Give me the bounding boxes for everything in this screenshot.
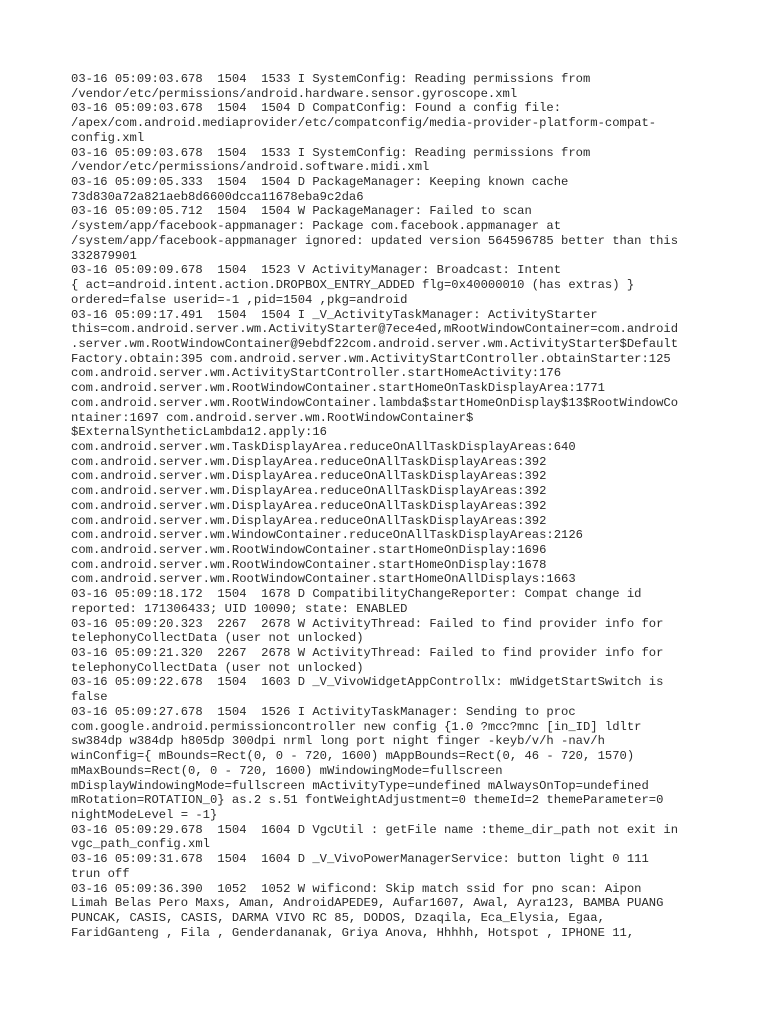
log-line: telephonyCollectData (user not unlocked) <box>71 631 364 646</box>
log-line: com.android.server.wm.RootWindowContainer.startHomeOnDisplay:1696 <box>71 543 547 557</box>
log-line: 03-16 05:09:03.678 1504 1533 I SystemConfig: Reading permissions from <box>71 72 591 86</box>
log-line: 332879901 <box>71 248 137 263</box>
log-line: { act=android.intent.action.DROPBOX_ENTRY_ADDED flg=0x40000010 (has extras) } <box>71 278 635 293</box>
log-line: com.android.server.wm.DisplayArea.reduceOnAllTaskDisplayAreas:392 <box>71 454 547 469</box>
log-line: 03-16 05:09:03.678 1504 1504 D CompatConfig: Found a config file: <box>71 101 562 116</box>
log-line: /system/app/facebook-appmanager: Package com.facebook.appmanager at <box>71 219 562 234</box>
log-line: 03-16 05:09:18.172 1504 1678 D CompatibilityChangeReporter: Compat change id <box>71 587 642 602</box>
log-line: com.google.android.permissioncontroller new config {1.0 ?mcc?mnc [in_ID] ldltr <box>71 719 642 734</box>
log-line: 73d830a72a821aeb8d6600dcca11678eba9c2da6 <box>71 189 364 204</box>
log-line: trun off <box>71 866 130 881</box>
log-line: vgc_path_config.xml <box>71 837 210 852</box>
log-line: reported: 171306433; UID 10090; state: ENABLED <box>71 601 408 616</box>
log-line: Limah Belas Pero Maxs, Aman, AndroidAPEDE9, Aufar1607, Awal, Ayra123, BAMBA PUANG <box>71 896 664 911</box>
log-line: telephonyCollectData (user not unlocked) <box>71 660 364 675</box>
log-line: 03-16 05:09:21.320 2267 2678 W ActivityThread: Failed to find provider info for <box>71 646 664 661</box>
log-line: 03-16 05:09:27.678 1504 1526 I ActivityTaskManager: Sending to proc <box>71 704 576 719</box>
log-line: /system/app/facebook-appmanager ignored: updated version 564596785 better than this <box>71 233 679 248</box>
log-line: 03-16 05:09:05.712 1504 1504 W PackageManager: Failed to scan <box>71 204 532 219</box>
log-line: mMaxBounds=Rect(0, 0 - 720, 1600) mWindowingMode=fullscreen <box>71 763 503 778</box>
log-line: 03-16 05:09:17.491 1504 1504 I _V_ActivityTaskManager: ActivityStarter <box>71 307 598 322</box>
log-line: com.android.server.wm.DisplayArea.reduceOnAllTaskDisplayAreas:392 <box>71 484 547 499</box>
log-line: /apex/com.android.mediaprovider/etc/compatconfig/media-provider-platform-compat- <box>71 116 657 131</box>
log-line: mRotation=ROTATION_0} as.2 s.51 fontWeightAdjustment=0 themeId=2 themeParameter=0 <box>71 793 664 808</box>
log-line: com.android.server.wm.DisplayArea.reduceOnAllTaskDisplayAreas:392 <box>71 498 547 513</box>
log-line: ntainer:1697 com.android.server.wm.RootWindowContainer$ <box>71 410 474 425</box>
log-line: com.android.server.wm.RootWindowContainer.startHomeOnAllDisplays:1663 <box>71 572 576 587</box>
log-line: 03-16 05:09:03.678 1504 1533 I SystemConfig: Reading permissions from <box>71 145 591 160</box>
log-line: 03-16 05:09:29.678 1504 1604 D VgcUtil : getFile name :theme_dir_path not exit in <box>71 822 679 837</box>
log-line: mDisplayWindowingMode=fullscreen mActivityType=undefined mAlwaysOnTop=undefined <box>71 778 649 793</box>
log-line: ordered=false userid=-1 ,pid=1504 ,pkg=android <box>71 292 408 307</box>
log-line: 03-16 05:09:09.678 1504 1523 V ActivityManager: Broadcast: Intent <box>71 263 562 278</box>
log-line: com.android.server.wm.WindowContainer.reduceOnAllTaskDisplayAreas:2126 <box>71 528 583 543</box>
log-line: PUNCAK, CASIS, CASIS, DARMA VIVO RC 85, DODOS, Dzaqila, Eca_Elysia, Egaa, <box>71 910 605 925</box>
log-line: com.android.server.wm.ActivityStartController.startHomeActivity:176 <box>71 366 562 381</box>
log-line: sw384dp w384dp h805dp 300dpi nrml long port night finger -keyb/v/h -nav/h <box>71 734 605 749</box>
log-line: com.android.server.wm.RootWindowContainer.startHomeOnTaskDisplayArea:1771 <box>71 381 605 396</box>
log-line: com.android.server.wm.DisplayArea.reduceOnAllTaskDisplayAreas:392 <box>71 513 547 528</box>
log-line: winConfig={ mBounds=Rect(0, 0 - 720, 1600) mAppBounds=Rect(0, 46 - 720, 1570) <box>71 749 635 764</box>
log-line: false <box>71 690 108 705</box>
log-line: 03-16 05:09:31.678 1504 1604 D _V_VivoPowerManagerService: button light 0 111 <box>71 852 649 867</box>
log-line: com.android.server.wm.RootWindowContainer.lambda$startHomeOnDisplay$13$RootWindowCo <box>71 395 679 410</box>
log-line: FaridGanteng , Fila , Genderdananak, Griya Anova, Hhhhh, Hotspot , IPHONE 11, <box>71 925 635 940</box>
log-line: 03-16 05:09:36.390 1052 1052 W wificond: Skip match ssid for pno scan: Aipon <box>71 881 642 896</box>
log-line: 03-16 05:09:05.333 1504 1504 D PackageManager: Keeping known cache <box>71 175 569 190</box>
log-line: config.xml <box>71 130 145 145</box>
log-line: 03-16 05:09:20.323 2267 2678 W ActivityThread: Failed to find provider info for <box>71 616 664 631</box>
log-line: com.android.server.wm.DisplayArea.reduceOnAllTaskDisplayAreas:392 <box>71 469 547 484</box>
log-line: com.android.server.wm.RootWindowContainer.startHomeOnDisplay:1678 <box>71 557 547 572</box>
log-line: .server.wm.RootWindowContainer@9ebdf22com.android.server.wm.ActivityStarter$Default <box>71 336 679 351</box>
log-line: /vendor/etc/permissions/android.hardware.sensor.gyroscope.xml <box>71 86 518 101</box>
log-line: Factory.obtain:395 com.android.server.wm.ActivityStartController.obtainStarter:125 <box>71 351 671 366</box>
log-document <box>71 72 711 940</box>
log-line: com.android.server.wm.TaskDisplayArea.reduceOnAllTaskDisplayAreas:640 <box>71 439 576 454</box>
log-line: this=com.android.server.wm.ActivityStarter@7ece4ed,mRootWindowContainer=com.android <box>71 322 679 337</box>
log-line: /vendor/etc/permissions/android.software.midi.xml <box>71 160 430 175</box>
log-line: nightModeLevel = -1} <box>71 807 218 822</box>
log-line: $ExternalSyntheticLambda12.apply:16 <box>71 425 327 440</box>
log-line: 03-16 05:09:22.678 1504 1603 D _V_VivoWidgetAppControllx: mWidgetStartSwitch is <box>71 675 664 690</box>
